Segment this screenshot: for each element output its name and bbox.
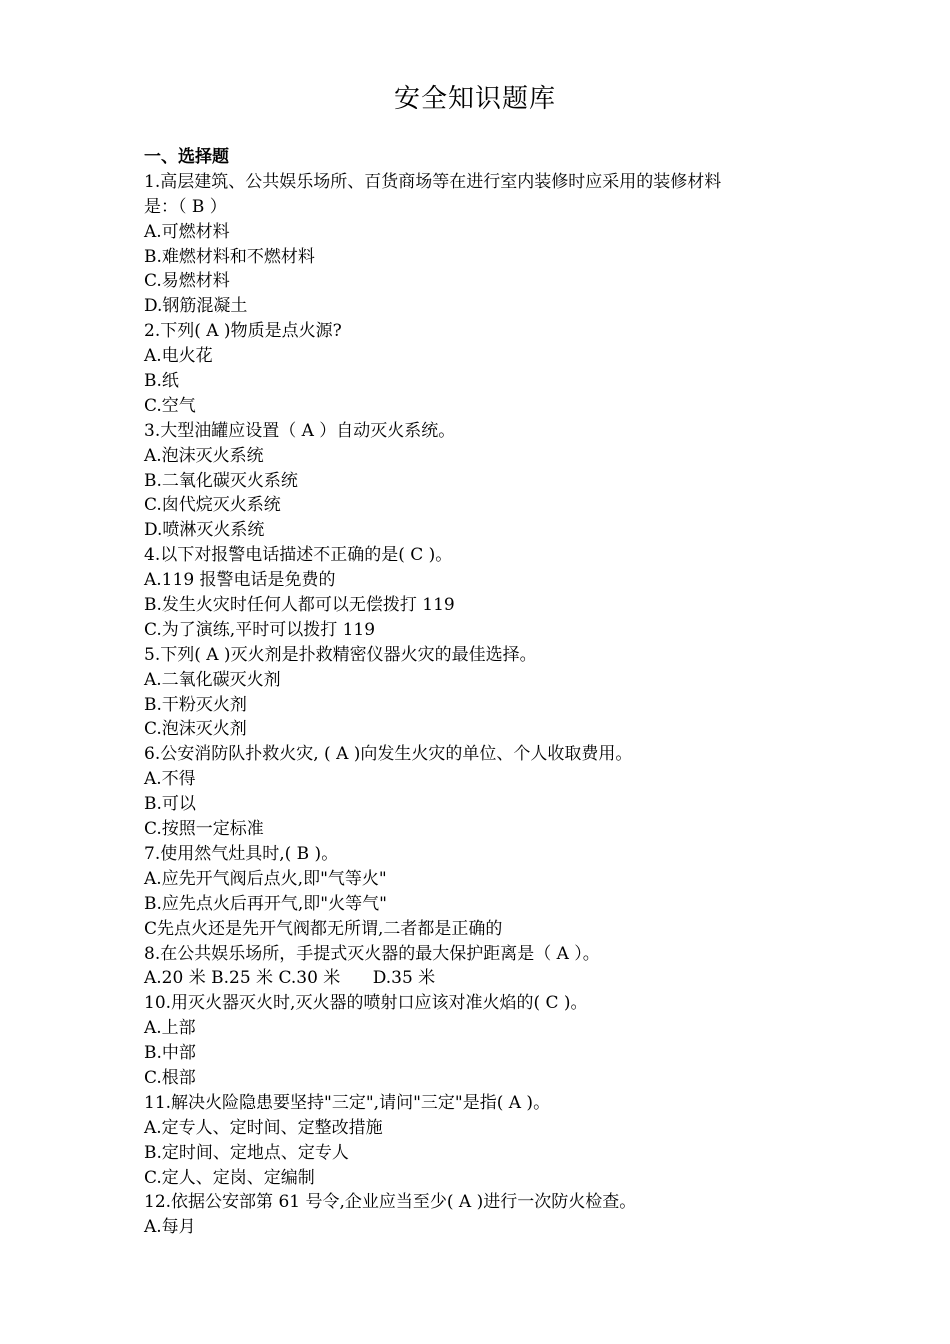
option-line: B.难燃材料和不燃材料 (144, 246, 315, 267)
question-line: 5.下列( A )灭火剂是扑救精密仪器火灾的最佳选择。 (144, 644, 537, 665)
option-line: C.囱代烷灭火系统 (144, 495, 281, 516)
option-line: D.钢筋混凝土 (144, 296, 248, 317)
question-line: 7.使用然气灶具时,( B )。 (144, 843, 339, 864)
question-line: 1.高层建筑、公共娱乐场所、百货商场等在进行室内装修时应采用的装修材料 (144, 171, 722, 192)
question-line: 6.公安消防队扑救火灾, ( A )向发生火灾的单位、个人收取费用。 (144, 744, 633, 765)
option-line: B.发生火灾时任何人都可以无偿拨打 119 (144, 595, 455, 616)
option-line: B.纸 (144, 371, 179, 392)
option-line: C.根部 (144, 1067, 196, 1088)
question-line: 3.大型油罐应设置（ A ）自动灭火系统。 (144, 420, 456, 441)
option-line: C.泡沫灭火剂 (144, 719, 247, 740)
question-line: 12.依据公安部第 61 号令,企业应当至少( A )进行一次防火检查。 (144, 1192, 637, 1213)
option-line: B.可以 (144, 794, 196, 815)
option-line: A.每月 (144, 1217, 196, 1238)
option-line: B.中部 (144, 1043, 196, 1064)
option-line: B.二氧化碳灭火系统 (144, 470, 298, 491)
option-line: C.易燃材料 (144, 271, 230, 292)
option-line: C先点火还是先开气阀都无所谓,二者都是正确的 (144, 918, 503, 939)
option-line: A.泡沫灭火系统 (144, 445, 264, 466)
option-line: A.可燃材料 (144, 221, 230, 242)
option-line: C.为了演练,平时可以拨打 119 (144, 619, 376, 640)
question-line: 10.用灭火器灭火时,灭火器的喷射口应该对准火焰的( C )。 (144, 993, 588, 1014)
option-line: C.定人、定岗、定编制 (144, 1167, 315, 1188)
option-line: A.119 报警电话是免费的 (144, 570, 336, 591)
option-line: A.电火花 (144, 346, 213, 367)
option-line: B.干粉灭火剂 (144, 694, 247, 715)
question-line: 2.下列( A )物质是点火源? (144, 321, 342, 342)
question-list (144, 145, 814, 1240)
option-line: B.应先点火后再开气,即"火等气" (144, 893, 387, 914)
option-line: C.空气 (144, 395, 196, 416)
question-line: 4.以下对报警电话描述不正确的是( C )。 (144, 545, 453, 566)
option-line: A.二氧化碳灭火剂 (144, 669, 281, 690)
document-title: 安全知识题库 (393, 84, 556, 114)
question-line: 是：（ B ） (144, 196, 227, 217)
option-line: C.按照一定标准 (144, 819, 264, 840)
option-line: A.应先开气阀后点火,即"气等火" (144, 868, 387, 889)
option-line: B.定时间、定地点、定专人 (144, 1142, 349, 1163)
question-line: 11.解决火险隐患要坚持"三定",请问"三定"是指( A )。 (144, 1092, 551, 1113)
option-line: A.20 米 B.25 米 C.30 米 D.35 米 (144, 968, 436, 989)
section-heading: 一、选择题 (144, 147, 229, 167)
option-line: A.定专人、定时间、定整改措施 (144, 1117, 383, 1138)
question-line: 8.在公共娱乐场所，手提式灭火器的最大保护距离是（ A ）。 (144, 943, 600, 964)
option-line: D.喷淋灭火系统 (144, 520, 265, 541)
option-line: A.不得 (144, 769, 196, 790)
option-line: A.上部 (144, 1018, 196, 1039)
